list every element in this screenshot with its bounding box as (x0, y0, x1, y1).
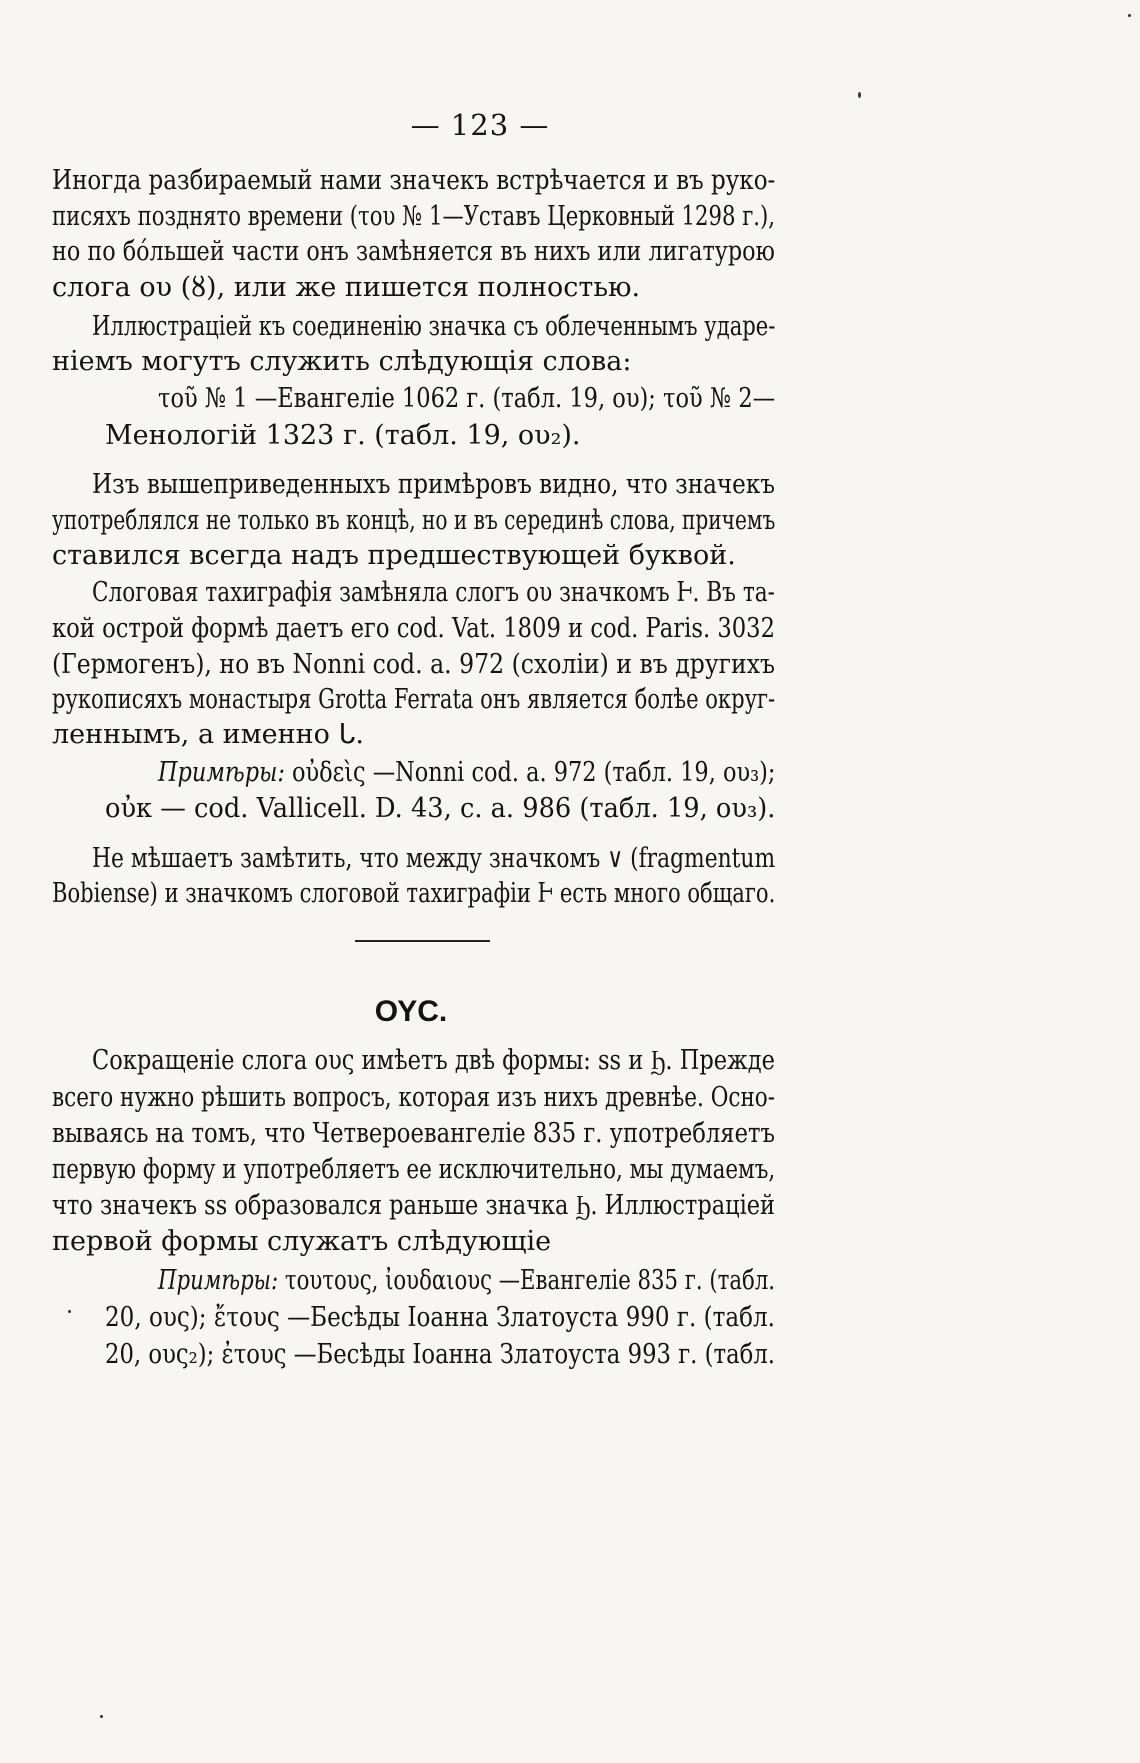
text-line: ставился всегда надъ предшествующей буквой. (52, 540, 736, 571)
text-line: писяхъ позднято времени (του № 1—Уставъ Церковный 1298 г.), (52, 201, 776, 232)
text-line: вываясь на томъ, что Четвероевангеліе 835 г. употребляетъ (52, 1118, 775, 1149)
example-line: οὐκ — cod. Vallicell. D. 43, c. a. 986 (табл. 19, ου₃). (105, 793, 776, 824)
example-line (158, 755, 775, 791)
text-line: но по бóльшей части онъ замѣняется въ нихъ или лигатурою (52, 236, 775, 267)
examples-label: Примѣры: (158, 757, 285, 788)
examples-label: Примѣры: (158, 1265, 279, 1296)
text-line: Слоговая тахиграфія замѣняла слогъ ου значкомъ Ⱶ. Въ та- (92, 577, 775, 608)
text-line: первую форму и употребляетъ ее исключительно, мы думаемъ, (52, 1154, 776, 1185)
example-line: Менологій 1323 г. (табл. 19, ου₂). (105, 420, 581, 451)
example-text: τουτους, ἰουδαιους —Евангеліе 835 г. (табл. (278, 1265, 776, 1296)
text-line: первой формы служатъ слѣдующіе (52, 1226, 552, 1257)
example-text: οὐδεὶς —Nonni cod. a. 972 (табл. 19, ου₃); (284, 757, 776, 788)
text-line: Иллюстраціей къ соединенію значка съ облеченнымъ ударе- (92, 311, 776, 342)
text-line: что значекъ ss образовался раньше значка Ϧ. Иллюстраціей (52, 1190, 776, 1221)
section-heading: ΟΥС. (374, 995, 448, 1028)
scan-speck (100, 1715, 103, 1718)
text-line: Не мѣшаетъ замѣтить, что между значкомъ ∨ (fragmentum (92, 843, 776, 874)
example-line: τοῦ № 1 —Евангеліе 1062 г. (табл. 19, ου); τοῦ № 2— (158, 383, 776, 414)
text-line: Сокращеніе слога ους имѣетъ двѣ формы: ss и Ϧ. Прежде (92, 1045, 775, 1076)
text-line: (Гермогенъ), но въ Nonni cod. a. 972 (схоліи) и въ другихъ (52, 649, 775, 680)
text-line: рукописяхъ монастыря Grotta Ferrata онъ является болѣе округ- (52, 684, 776, 715)
example-line: 20, ους₂); ἐτους —Бесѣды Іоанна Златоуста 993 г. (табл. (105, 1339, 775, 1370)
text-line: Изъ вышеприведенныхъ примѣровъ видно, что значекъ (92, 469, 776, 500)
text-line: ніемъ могутъ служить слѣдующія слова: (52, 346, 632, 377)
text-line: Иногда разбираемый нами значекъ встрѣчается и въ руко- (52, 165, 776, 196)
example-line: 20, ους); ἔτους —Бесѣды Іоанна Златоуста 990 г. (табл. (105, 1302, 775, 1333)
scan-speck (1128, 14, 1131, 17)
text-line: употреблялся не только въ концѣ, но и въ серединѣ слова, причемъ (52, 505, 776, 536)
scan-speck (68, 1310, 71, 1313)
page-number: — 123 — (410, 108, 550, 142)
text-line: Bobiense) и значкомъ слоговой тахиграфіи Ⱶ есть много общаго. (52, 878, 776, 909)
text-line: слога ου (ȣ), или же пишется полностью. (52, 272, 641, 303)
text-line: кой острой формѣ даетъ его cod. Vat. 1809 и cod. Paris. 3032 (52, 613, 775, 644)
example-line (158, 1263, 775, 1299)
text-line: леннымъ, а именно ᒐ. (52, 719, 364, 750)
text-line: всего нужно рѣшить вопросъ, которая изъ нихъ древнѣе. Осно- (52, 1082, 776, 1113)
scan-speck (858, 92, 861, 98)
section-divider (355, 940, 490, 942)
